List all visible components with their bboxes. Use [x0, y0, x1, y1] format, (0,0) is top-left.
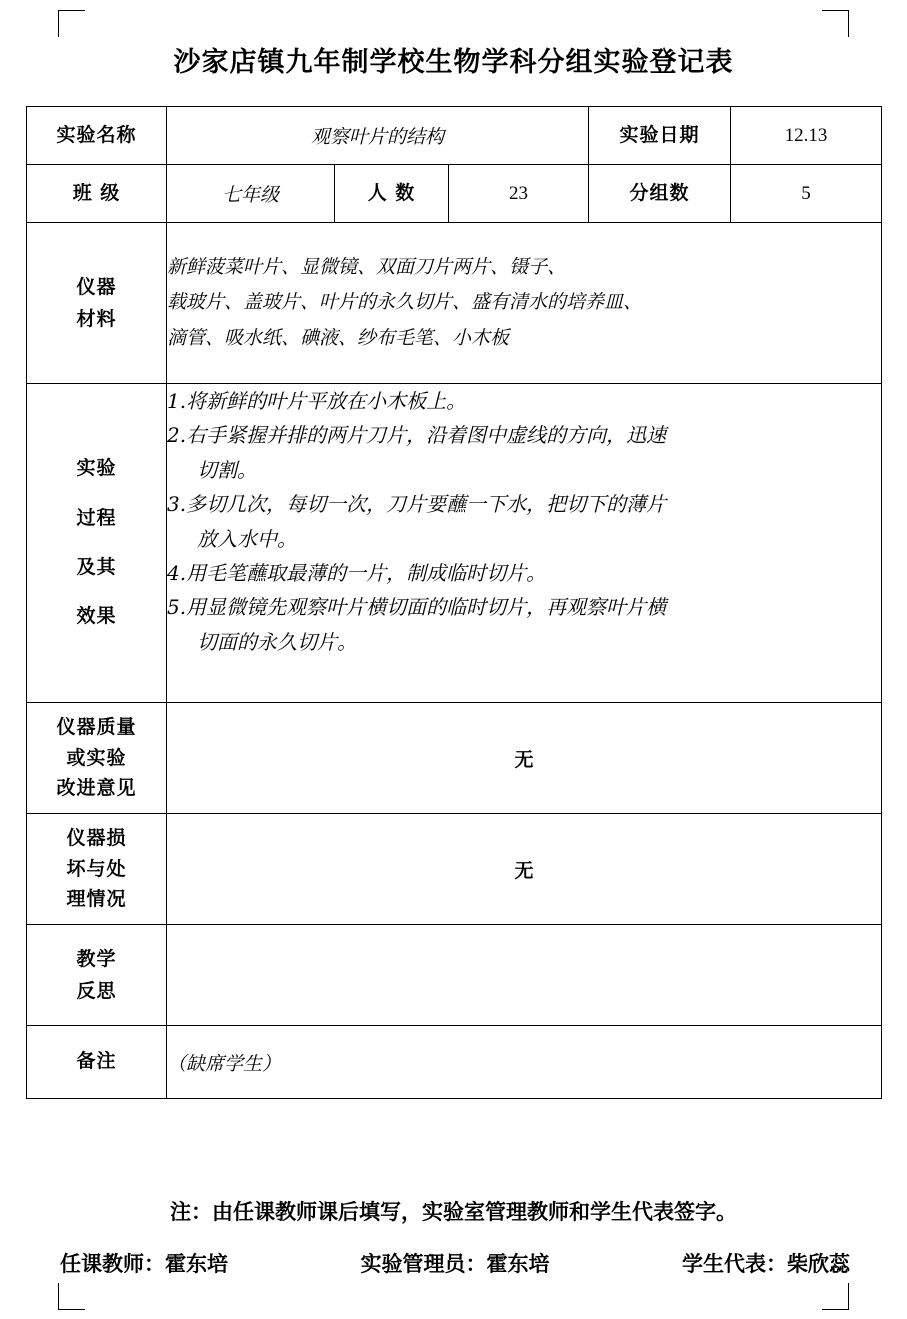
table-row-materials: [27, 223, 882, 384]
procedure-text: 4.用毛笔蘸取最薄的一片，制成临时切片。: [167, 560, 547, 585]
label-quality-line3: 改进意见: [56, 777, 137, 800]
crop-mark-bottom-left: [58, 1283, 85, 1310]
label-materials-line1: 仪器: [76, 275, 117, 298]
label-procedure-line1: 实验: [76, 457, 117, 480]
procedure-text: 2.右手紧握并排的两片刀片，沿着图中虚线的方向，迅速: [167, 423, 667, 448]
value-quality-suggestion: 无: [167, 703, 882, 814]
label-materials-line2: 材料: [76, 308, 117, 330]
value-experiment-name: 观察叶片的结构: [167, 107, 589, 165]
label-procedure: [27, 384, 167, 703]
signature-teacher: [60, 1248, 228, 1278]
procedure-text-cont: 放入水中。: [197, 526, 297, 551]
table-row-procedure: [27, 384, 882, 703]
page-title: 沙家店镇九年制学校生物学科分组实验登记表: [173, 47, 734, 78]
procedure-text: 5.用显微镜先观察叶片横切面的临时切片，再观察叶片横: [167, 595, 667, 620]
value-teaching-reflection: [167, 925, 882, 1026]
label-quality-line1: 仪器质量: [56, 716, 137, 739]
value-group-count: 5: [731, 165, 882, 223]
signature-teacher-label: 任课教师：: [60, 1251, 165, 1276]
crop-mark-top-left: [58, 10, 85, 37]
signature-teacher-value: 霍东培: [165, 1251, 228, 1276]
label-student-count: 人 数: [335, 165, 449, 223]
signature-student-rep: [682, 1248, 850, 1278]
procedure-text: 3.多切几次，每切一次，刀片要蘸一下水，把切下的薄片: [167, 492, 667, 517]
value-class: 七年级: [167, 165, 335, 223]
label-quality-suggestion: [27, 703, 167, 814]
label-experiment-date: 实验日期: [589, 107, 731, 165]
label-materials: [27, 223, 167, 384]
label-procedure-line3: 及其: [76, 556, 117, 578]
label-group-count: 分组数: [589, 165, 731, 223]
label-quality-line2: 或实验: [66, 746, 127, 769]
table-row-experiment-name: [27, 107, 882, 165]
label-damage-line2: 坏与处: [66, 857, 127, 880]
footer-note: 注：由任课教师课后填写，实验室管理教师和学生代表签字。: [170, 1199, 737, 1224]
table-row-damage-handling: [27, 814, 882, 925]
signature-lab-manager-label: 实验管理员：: [360, 1251, 487, 1276]
list-item: [167, 556, 881, 590]
crop-mark-bottom-right: [822, 1283, 849, 1310]
value-damage-handling: 无: [167, 814, 882, 925]
signature-lab-manager: [361, 1248, 550, 1278]
table-row-teaching-reflection: [27, 925, 882, 1026]
label-damage-handling: [27, 814, 167, 925]
label-procedure-line2: 过程: [76, 506, 117, 529]
value-experiment-date: 12.13: [731, 107, 882, 165]
label-reflection-line2: 反思: [76, 980, 117, 1002]
materials-line: 新鲜菠菜叶片、显微镜、双面刀片两片、镊子、: [167, 256, 567, 279]
experiment-log-table: [26, 106, 882, 1099]
crop-mark-top-right: [822, 10, 849, 37]
signature-lab-manager-value: 霍东培: [486, 1251, 550, 1276]
label-damage-line1: 仪器损: [66, 827, 127, 850]
signature-student-rep-value: 柴欣蕊: [787, 1251, 850, 1276]
signature-student-rep-label: 学生代表：: [682, 1251, 787, 1276]
value-procedure: [167, 384, 882, 703]
table-row-remark: [27, 1026, 882, 1099]
value-student-count: 23: [449, 165, 589, 223]
list-item: [167, 487, 881, 556]
signature-row: [60, 1248, 850, 1278]
procedure-text-cont: 切面的永久切片。: [197, 629, 357, 654]
value-materials: [167, 223, 882, 384]
label-remark: 备注: [27, 1026, 167, 1099]
label-class: 班 级: [27, 165, 167, 223]
list-item: [167, 384, 881, 418]
materials-line: 滴管、吸水纸、碘液、纱布毛笔、小木板: [167, 326, 510, 349]
table-row-quality-suggestion: [27, 703, 882, 814]
label-reflection-line1: 教学: [76, 947, 117, 970]
value-remark: （缺席学生）: [167, 1026, 882, 1099]
procedure-text: 1.将新鲜的叶片平放在小木板上。: [167, 389, 467, 413]
label-procedure-line4: 效果: [76, 605, 117, 628]
procedure-text-cont: 切割。: [197, 457, 257, 482]
label-damage-line3: 理情况: [66, 888, 127, 911]
materials-line: 载玻片、盖玻片、叶片的永久切片、盛有清水的培养皿、: [167, 291, 643, 314]
label-teaching-reflection: [27, 925, 167, 1026]
label-experiment-name: 实验名称: [27, 107, 167, 165]
table-row-class-info: [27, 165, 882, 223]
list-item: [167, 590, 881, 659]
list-item: [167, 418, 881, 487]
